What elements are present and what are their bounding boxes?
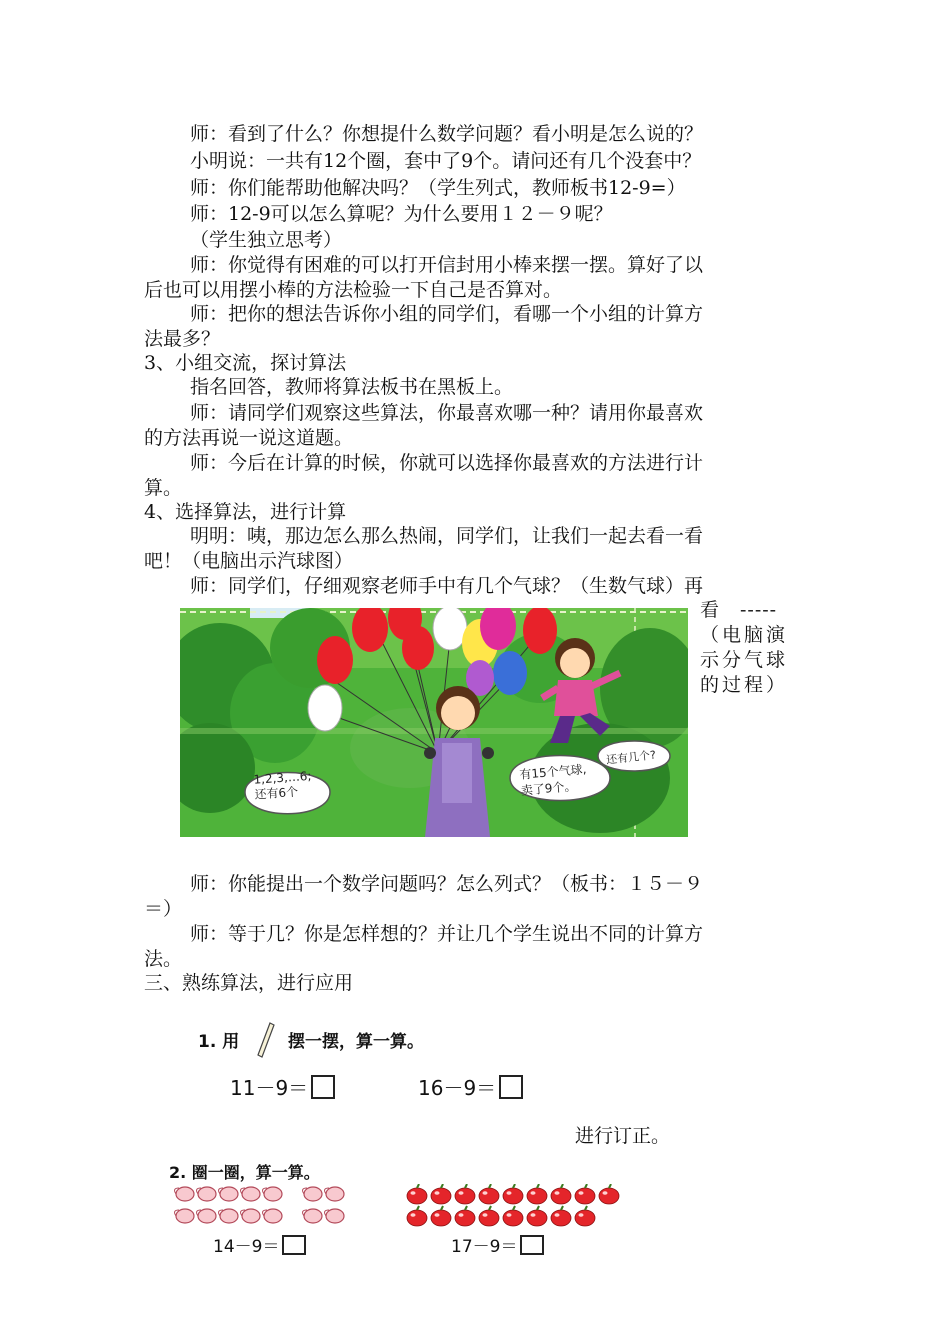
apple-icon [575,1206,595,1226]
bubble-right-text: 还有几个? [605,748,657,767]
para-12a: 师：同学们，仔细观察老师手中有几个气球？（生数气球）再 [190,575,704,597]
exercise-1-eq-2-text: 16－9＝ [418,1076,497,1100]
para-8: 指名回答，教师将算法板书在黑板上。 [190,376,514,398]
apple-icon [407,1206,427,1226]
para-14b: 法。 [144,948,183,970]
exercise-1-title-pre: 1. 用 [198,1032,240,1052]
peach-icon [175,1187,194,1201]
apple-icon [551,1206,571,1226]
para-10b: 算。 [144,477,183,499]
heading-4: 4、选择算法，进行计算 [144,501,347,523]
balloon-illustration [180,608,688,837]
para-7a: 师：把你的想法告诉你小组的同学们，看哪一个小组的计算方 [190,303,704,325]
side-text-1: 看 ----- [700,599,778,621]
apple-icon [479,1184,499,1204]
peach-icon [197,1187,216,1201]
para-4: 师：12-9可以怎么算呢？为什么要用１２－９呢？ [190,203,613,225]
apple-icon [455,1206,475,1226]
para-13b: ＝） [144,898,183,920]
apple-icon [527,1206,547,1226]
exercise-2-eq-2 [451,1232,544,1257]
peach-icon [219,1209,238,1223]
para-2: 小明说：一共有12个圈，套中了9个。请问还有几个没套中？ [190,150,702,172]
exercise-2-title: 2. 圈一圈，算一算。 [169,1163,320,1182]
apple-icon [431,1184,451,1204]
para-5: （学生独立思考） [190,229,343,251]
exercise-1 [190,1015,550,1140]
apple-icon [431,1206,451,1226]
exercise-2-eq-1 [213,1232,306,1257]
exercise-1-eq-2 [418,1072,523,1101]
exercise-2-eq-2-text: 17－9＝ [451,1237,518,1257]
peach-icon [175,1209,194,1223]
apple-icon [455,1184,475,1204]
para-9a: 师：请同学们观察这些算法，你最喜欢哪一种？请用你最喜欢 [190,402,704,424]
fruit-picture [165,1184,645,1230]
exercise-1-eq-1 [230,1072,335,1101]
peach-icon [241,1187,260,1201]
para-6b: 后也可以用摆小棒的方法检验一下自己是否算对。 [144,279,563,301]
exercise-2 [165,1158,645,1256]
para-7b: 法最多？ [144,328,221,350]
para-6a: 师：你觉得有困难的可以打开信封用小棒来摆一摆。算好了以 [190,254,704,276]
para-3: 师：你们能帮助他解决吗？（学生列式，教师板书12-9=） [190,177,686,199]
answer-box[interactable] [520,1235,544,1255]
peach-icon [263,1209,282,1223]
peach-icon [325,1187,344,1201]
apple-icon [527,1184,547,1204]
para-11a: 明明：咦，那边怎么那么热闹，同学们，让我们一起去看一看 [190,525,704,547]
heading-5: 三、熟练算法，进行应用 [144,972,354,994]
peach-icon [303,1209,322,1223]
para-13a: 师：你能提出一个数学问题吗？怎么列式？（板书：１５－９ [190,873,704,895]
exercise-1-eq-1-text: 11－9＝ [230,1076,309,1100]
exercise-2-eq-1-text: 14－9＝ [213,1237,280,1257]
para-9b: 的方法再说一说这道题。 [144,427,354,449]
peach-icon [197,1209,216,1223]
para-15: 进行订正。 [575,1125,671,1147]
para-1: 师：看到了什么？你想提什么数学问题？看小明是怎么说的？ [190,123,704,145]
heading-3: 3、小组交流，探讨算法 [144,352,347,374]
apple-icon [479,1206,499,1226]
answer-box[interactable] [499,1075,523,1099]
para-10a: 师：今后在计算的时候，你就可以选择你最喜欢的方法进行计 [190,452,704,474]
stick-icon [256,1021,276,1059]
para-11b: 吧！（电脑出示汽球图） [144,550,354,572]
bubble-left-text: 1,2,3,…6; 还有6个 [253,768,312,802]
peach-icon [241,1209,260,1223]
para-14a: 师：等于几？你是怎样想的？并让几个学生说出不同的计算方 [190,923,704,945]
apple-icon [575,1184,595,1204]
answer-box[interactable] [311,1075,335,1099]
peach-icon [263,1187,282,1201]
peach-icon [219,1187,238,1201]
apple-icon [503,1206,523,1226]
side-text-2: （电脑演示分气球的过程） [700,624,789,696]
answer-box[interactable] [282,1235,306,1255]
apple-icon [599,1184,619,1204]
bubble-middle-text: 有15个气球, 卖了9个。 [518,762,587,798]
exercise-1-title: 摆一摆，算一算。 [288,1032,424,1052]
peach-icon [325,1209,344,1223]
apple-icon [551,1184,571,1204]
apple-icon [407,1184,427,1204]
apple-icon [503,1184,523,1204]
peach-icon [303,1187,322,1201]
